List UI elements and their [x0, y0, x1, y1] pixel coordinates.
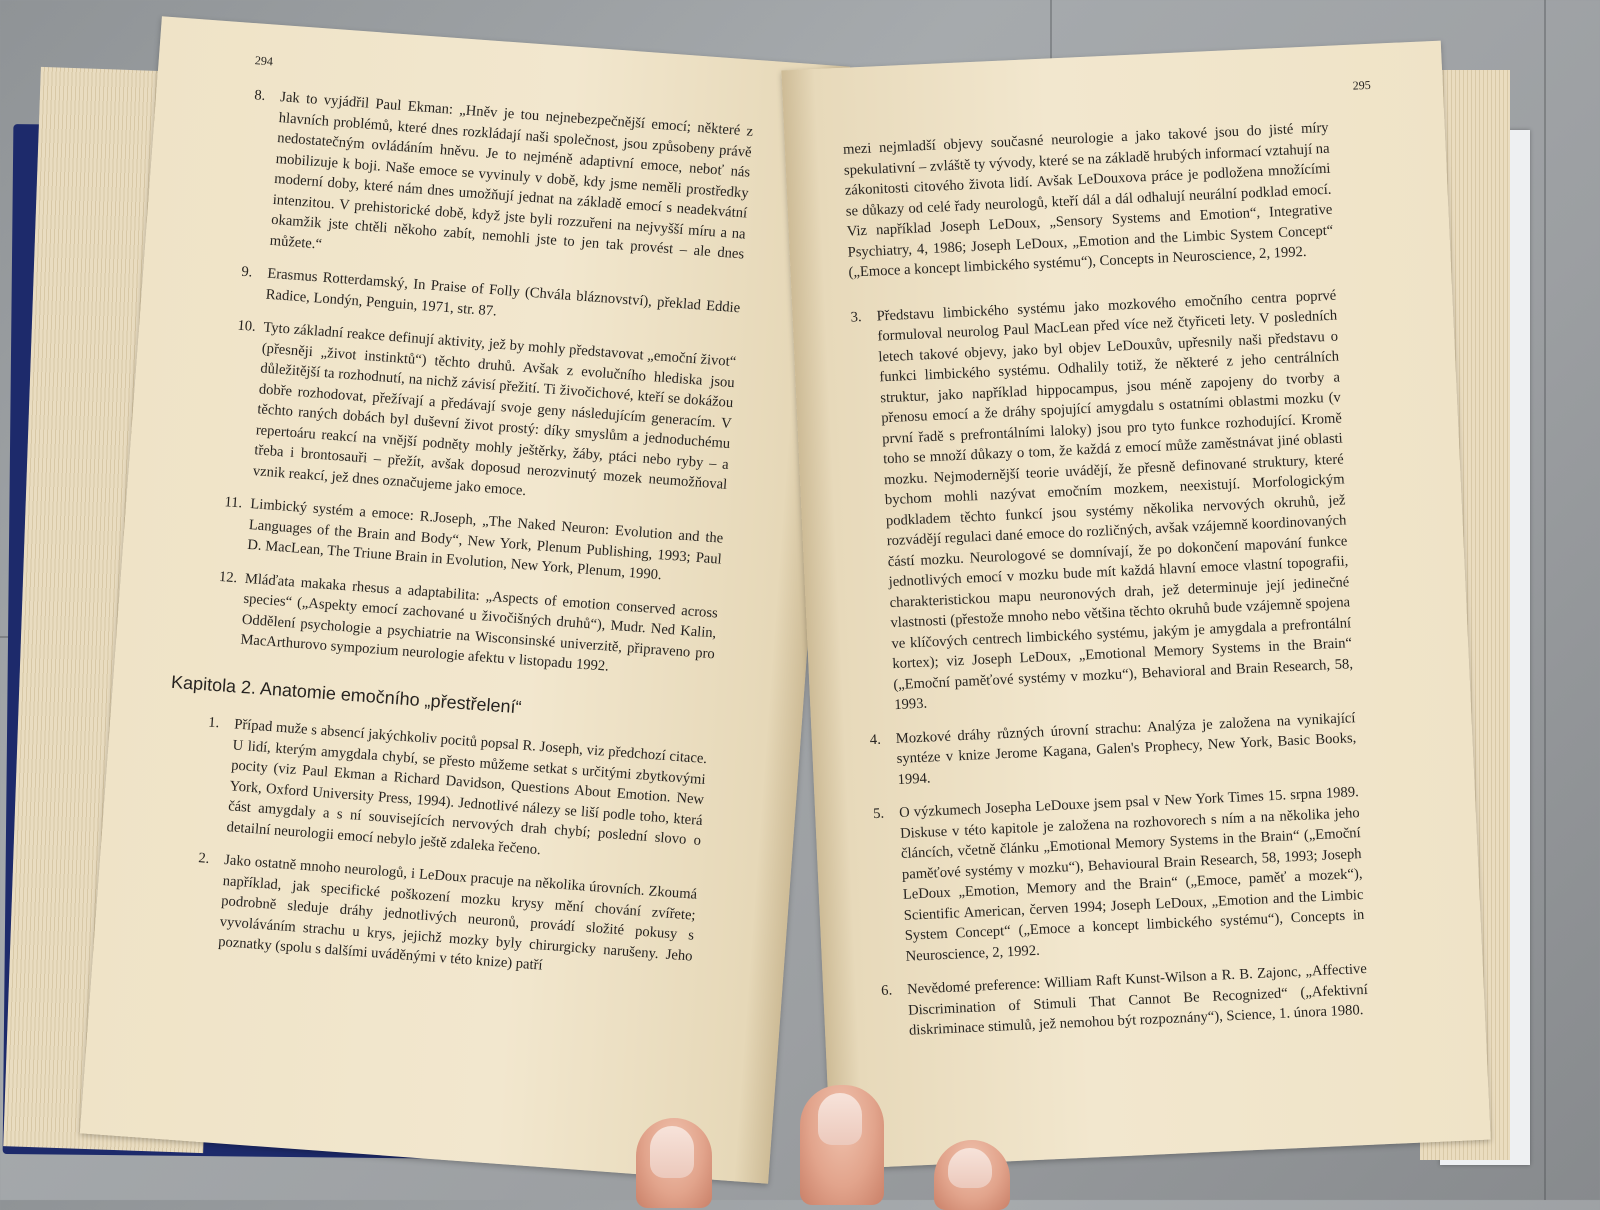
endnote	[223, 316, 737, 516]
endnote-text: Mozkové dráhy různých úrovní strachu: Analýza je založena na vynikající syntéze v knize Jerome Kagana, Galen's Prophecy, New York, Basic Books, 1994.	[895, 709, 1357, 788]
endnote-number: 5.	[872, 805, 885, 823]
endnote-text: Případ muže s absencí jakýchkoliv pocitů popsal R. Joseph, viz předchozí citace. U lidí, kterým amygdala chybí, se přesto můžeme setkat s určitými zbytkovými pocity (viz Paul Ekman a Richard Davidson, Questions About Emotion. New York, Oxford University Press, 1994). Jednotlivé nálezy se liší podle toho, která část amygdaly a s ní souvisejících nervových drah chybí; poslední slovo o detailní neurologii emocí nebylo ještě zdaleka řečeno.	[226, 716, 708, 858]
finger	[636, 1118, 712, 1208]
endnote-number: 3.	[850, 308, 862, 326]
endnote-number: 1.	[207, 714, 220, 732]
page-number: 295	[1352, 77, 1371, 93]
right-page-content	[843, 118, 1370, 1056]
fingernail	[650, 1126, 694, 1178]
left-page	[80, 16, 850, 1184]
endnote-text: Jak to vyjádřil Paul Ekman: „Hněv je tou nejnebezpečnější emocí; některé z hlavních problémů, které dnes rozkládají naši společnost, jsou způsobeny právě nedostatečným ovládáním hněvu. Je to nejméně adaptivní emoce, neboť nás mobilizuje k boji. Naše emoce se vyvinuly v době, kdy jsme neměli prostředky moderní doby, které nám dnes umožňují jednat na základě emocí s neadekvátní intenzitou. V prehistorické době, když jste byli rozzuřeni na nejvyšší míru a na okamžik jste chtěli někoho zabít, nemohli jste to jen tak provést – ale dnes můžete.“	[269, 89, 754, 263]
fingernail	[818, 1093, 862, 1145]
endnote	[873, 782, 1366, 968]
endnote-number: 8.	[253, 87, 266, 105]
endnote	[869, 708, 1357, 791]
endnote-text: Erasmus Rotterdamský, In Praise of Folly (Chvála bláznovství), překlad Eddie Radice, Londýn, Penguin, 1971, str. 87.	[265, 265, 741, 320]
endnote	[881, 959, 1369, 1042]
endnote-number: 10.	[236, 317, 257, 335]
floor-tile-seam-vertical	[1544, 0, 1546, 1200]
endnote-number: 2.	[197, 850, 210, 867]
endnote-number: 12.	[218, 568, 238, 586]
endnote	[850, 285, 1354, 717]
left-page-content	[170, 85, 754, 1000]
finger	[800, 1085, 884, 1205]
endnote-number: 4.	[869, 731, 882, 748]
endnote	[192, 848, 698, 987]
fingernail	[948, 1148, 992, 1188]
endnote-text: Nevědomé preference: William Raft Kunst-Wilson a R. B. Zajonc, „Affective Discrimination of Stimuli That Cannot Be Recognized“ („Afektivní diskriminace stimulů, jež nemohou být rozpoznány“), Science, 1. února 1980.	[906, 960, 1369, 1039]
endnote-text: Mláďata makaka rhesus a adaptabilita: „Aspects of emotion conserved across species“ („Aspekty emocí zachované u živočišných druhů“), Mudr. Ned Kalin, Oddělení psychologie a psychiatrie na Wisconsinské univerzitě, připraveno pro MacArthurovo sympozium neurologie afektu v listopadu 1992.	[239, 570, 719, 675]
endnote	[197, 713, 708, 872]
endnote-text: Představu limbického systému jako mozkového emočního centra poprvé formuloval neurolog Paul MacLean před více než čtyřiceti lety. V posledních letech takové objevy, jako byl objev LeDouxův, upřesnily naši představu o funkci limbického systému. Odhalily totiž, že některé z jeho centrálních struktur, jako například hippocampus, jsou méně zapojeny do tvorby a přenosu emocí a že dráhy spojující amygdalu s ostatními oblastmi mozku (v první řadě s prefrontálními laloky) jsou pro tyto funkce rozhodující. Kromě toho se množí důkazy o tom, že každá z emocí může zaměstnávat jiné oblasti mozku. Nejmodernější teorie uvádějí, že přesně definované struktury, které bychom mohli nazývat emočním mozkem, neexistují. Morfologickým podkladem těchto funkcí jsou systémy několika nervových okruhů, jež rozvádějí regulaci dané emoce do rozličných, avšak vzájemně koordinovaných částí mozku. Neurologové se domnívají, že po dokončení mapování funkce jednotlivých emocí v mozku bude mít každá hlavní emoce vlastní topografii, charakteristickou mapu neuronových drah, jež determinuje její jedinečné vlastnosti (přestože mnoho nebo většina těchto okruhů bude vzájemně spojena ve klíčových centrech limbického systému, jakým je amygdala a prefrontální kortex); viz Joseph LeDoux, „Emotional Memory Systems in the Brain“ („Emoční paměťové systémy v mozku“), Behavioral and Brain Research, 58, 1993.	[876, 287, 1354, 714]
endnote-number: 6.	[880, 982, 893, 999]
page-number: 294	[254, 53, 274, 69]
endnote	[240, 85, 754, 285]
endnote-text: Tyto základní reakce definují aktivity, jež by mohly představovat „emoční život“ (přesněji „život instinktů“) těchto druhů. Avšak z evolučního hlediska jsou důležitější ta rozhodnutí, na nichž závisí přežití. Ti živočichové, kteří se dokážou dobře rozhodovat, přežívají a předávají svoje geny následujícím generacím. V těchto raných dobách byl duševní život prostý: díky smyslům a jednoduchému repertoáru reakcí na vnější podněty mohly ještěrky, žáby, ptáci nebo ryby – a třeba i brontosauři – přežít, avšak doposud nerozvinutý mozek neumožňoval vznik reakcí, jež dnes označujeme jako emoce.	[252, 319, 737, 499]
endnote-number: 9.	[240, 263, 253, 281]
continued-endnote-text: mezi nejmladší objevy současné neurologie a jako takové jsou do jisté míry spekulativní – zvláště ty vývody, které se na základě hrubých informací vztahují na zákonitosti citového života lidí. Avšak LeDouxova práce je podložena množícími se důkazy od celé řady neurologů, kteří dál a dál odhalují neurální podklad emocí. Viz například Joseph LeDoux, „Sensory Systems and Emotion“, Integrative Psychiatry, 4, 1986; Joseph LeDoux, „Emotion and the Limbic System Concept“ („Emoce a koncept limbického systému“), Concepts in Neuroscience, 2, 1992.	[842, 119, 1334, 281]
chapter-heading: Kapitola 2. Anatomie emočního „přestřelení“	[170, 671, 523, 717]
right-page	[781, 41, 1490, 1170]
endnote-number: 11.	[223, 494, 243, 512]
endnote-text: O výzkumech Josepha LeDouxe jsem psal v New York Times 15. srpna 1989. Diskuse v této kapitole je založena na rozhovorech s ním a na několika jeho článcích, včetně článku „Emotional Memory Systems in the Brain“ („Emoční paměťové systémy v mozku“), Behavioural Brain Research, 58, 1993; Joseph LeDoux „Emotion, Memory and the Brain“ („Emoce, paměť a mozek“), Scientific American, červen 1994; Joseph LeDoux, „Emotion and the Limbic System Concept“ („Emoce a koncept limbického systému“), Concepts in Neuroscience, 2, 1992.	[898, 784, 1365, 965]
endnote-text: Limbický systém a emoce: R.Joseph, „The Naked Neuron: Evolution and the Languages of the Brain and Body“, New York, Plenum Publishing, 1993; Paul D. MacLean, The Triune Brain in Evolution, New York, Plenum, 1990.	[246, 496, 724, 584]
endnote-text: Jako ostatně mnoho neurologů, i LeDoux pracuje na několika úrovních. Zkoumá například, jak specifické poškození mozku krysy mění chování zvířete; podrobně sleduje dráhy jednotlivých neuronů, provádí složité pokusy s vyvoláváním strachu u krys, jejichž mozky byly chirurgicky narušeny. Jeho poznatky (spolu s dalšími uváděnými v této knize) patří	[217, 852, 698, 974]
